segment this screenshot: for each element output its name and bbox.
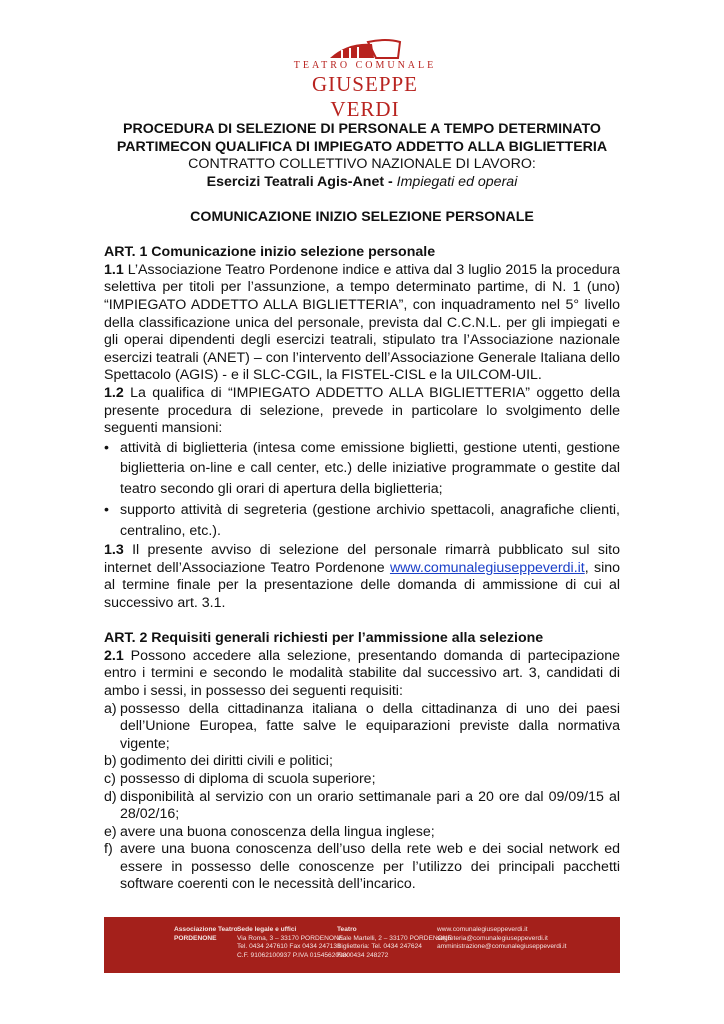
item-label: f) — [104, 841, 113, 858]
art1-heading: ART. 1 Comunicazione inizio selezione personale — [104, 244, 436, 261]
item-text: avere una buona conoscenza della lingua inglese; — [120, 823, 435, 840]
item-label: b) — [104, 753, 117, 770]
footer-organization — [174, 926, 238, 943]
item-label: e) — [104, 823, 117, 840]
doc-title-2: PARTIMECON QUALIFICA DI IMPIEGATO ADDETTO ALLA BIGLIETTERIA — [116, 138, 608, 155]
paragraph-number: 1.2 — [104, 384, 124, 401]
art2-heading: ART. 2 Requisiti generali richiesti per l’ammissione alla selezione — [104, 630, 544, 647]
office-address: Via Roma, 3 – 33170 PORDENONE — [237, 934, 344, 942]
theatre-address: Viale Martelli, 2 – 33170 PORDENONE — [337, 934, 452, 942]
duty-text: supporto attività di segreteria (gestione archivio spettacoli, anagrafiche clienti, centralino, etc.). — [120, 502, 620, 539]
art2-paragraph-1 — [104, 648, 620, 701]
contract-name: Esercizi Teatrali Agis-Anet - — [206, 173, 397, 190]
item-label: a) — [104, 700, 117, 717]
communication-heading: COMUNICAZIONE INIZIO SELEZIONE PERSONALE — [190, 208, 534, 225]
doc-title-1: PROCEDURA DI SELEZIONE DI PERSONALE A TEMPO DETERMINATO — [123, 121, 601, 137]
theatre-fax: Fax 0434 248272 — [337, 952, 389, 960]
paragraph-text: La qualifica di “IMPIEGATO ADDETTO ALLA BIGLIETTERIA” oggetto della presente procedura di selezione, prevede in particolare lo svolgimento delle seguenti mansioni: — [104, 384, 620, 437]
duty-text: attività di biglietteria (intesa come emissione biglietti, gestione utenti, gestione biglietteria on-line e call center, etc.) delle iniziative programmate o gestite dal teatro secondo gli orari di apertura della biglietteria; — [120, 439, 620, 497]
bullet-icon: • — [104, 502, 109, 519]
item-text: disponibilità al servizio con un orario settimanale pari a 20 ore dal 09/09/15 al 28/02/16; — [120, 788, 620, 823]
paragraph-text: Il presente avviso di selezione del personale rimarrà pubblicato sul sito internet dell’Associazione Teatro Pordenone — [104, 542, 620, 576]
bullet-icon: • — [104, 439, 109, 456]
document-body — [104, 121, 620, 894]
requirement-item — [104, 789, 620, 824]
requirement-item — [104, 771, 620, 789]
duty-item — [104, 438, 620, 500]
paragraph-number: 2.1 — [104, 647, 124, 664]
item-label: c) — [104, 770, 116, 787]
paragraph-number: 1.3 — [104, 542, 124, 559]
requirement-item — [104, 824, 620, 842]
duty-item — [104, 500, 620, 541]
item-label: d) — [104, 788, 117, 805]
theatre-logo — [290, 36, 440, 121]
website-link[interactable]: www.comunalegiuseppeverdi.it — [389, 559, 585, 576]
footer-office — [237, 926, 350, 961]
requirement-item — [104, 701, 620, 754]
item-text: possesso della cittadinanza italiana o della cittadinanza di uno dei paesi dell’Unione Europea, fatte salve le equiparazioni previste dalla normativa vigente; — [120, 700, 620, 752]
org-city: PORDENONE — [174, 934, 217, 942]
footer-theatre — [337, 926, 452, 961]
paragraph-text: , sino al termine finale per la presentazione delle domanda di ammissione di cui al successivo art. 3.1. — [104, 559, 620, 611]
footer-email-admin[interactable]: amministrazione@comunalegiuseppeverdi.it — [437, 943, 567, 951]
paragraph-number: 1.1 — [104, 261, 124, 278]
art1-paragraph-2 — [104, 385, 620, 438]
office-title: Sede legale e uffici — [237, 926, 297, 933]
doc-title-3: CONTRATTO COLLETTIVO NAZIONALE DI LAVORO: — [188, 156, 536, 173]
contract-category: Impiegati ed operai — [396, 173, 518, 190]
org-name: Associazione Teatro — [174, 926, 238, 933]
requirements-list — [104, 701, 620, 895]
office-phone: Tel. 0434 247610 Fax 0434 247131 — [237, 943, 341, 951]
art1-paragraph-3 — [104, 542, 620, 612]
theatre-boxoffice: Biglietteria: Tel. 0434 247624 — [337, 943, 422, 951]
footer-band — [104, 917, 620, 973]
office-tax: C.F. 91062100937 P.IVA 01545620930 — [237, 952, 351, 960]
duties-list — [104, 438, 620, 542]
item-text: possesso di diploma di scuola superiore; — [120, 770, 376, 787]
doc-title-4 — [104, 174, 620, 192]
footer-website[interactable]: www.comunalegiuseppeverdi.it — [437, 926, 528, 933]
requirement-item — [104, 841, 620, 894]
item-text: godimento dei diritti civili e politici; — [120, 753, 333, 770]
art1-paragraph-1 — [104, 262, 620, 385]
logo-line2: GIUSEPPE VERDI — [311, 72, 419, 121]
requirement-item — [104, 753, 620, 771]
logo-line1: TEATRO COMUNALE — [293, 60, 437, 71]
footer-email-secretary[interactable]: segreteria@comunalegiuseppeverdi.it — [437, 934, 548, 942]
item-text: avere una buona conoscenza dell’uso della rete web e dei social network ed essere in possesso delle conoscenze per l’utilizzo dei principali pacchetti software coerenti con le necessità dell’incarico. — [120, 841, 620, 893]
paragraph-text: L’Associazione Teatro Pordenone indice e attiva dal 3 luglio 2015 la procedura selettiva per titoli per l’assunzione, a tempo determinato partime, di N. 1 (uno) “IMPIEGATO ADDETTO ALLA BIGLIETTERIA”, con inquadramento nel 5° livello della classificazione unica del personale, prevista dal C.C.N.L. per gli impiegati e gli operai dipendenti degli esercizi teatrali, stipulato tra l’Associazione nazionale esercizi teatrali (ANET) – con l’intervento dell’Associazione Generale Italiana dello Spettacolo (AGIS) - e il SLC-CGIL, la FISTEL-CISL e la UILCOM-UIL. — [104, 261, 620, 384]
paragraph-text: Possono accedere alla selezione, presentando domanda di partecipazione entro i termini e secondo le modalità stabilite dal successivo art. 3, candidati di ambo i sessi, in possesso dei seguenti requisiti: — [104, 647, 620, 699]
footer-contacts — [437, 926, 566, 952]
theatre-title: Teatro — [337, 926, 357, 933]
theatre-roof-icon — [328, 38, 402, 62]
